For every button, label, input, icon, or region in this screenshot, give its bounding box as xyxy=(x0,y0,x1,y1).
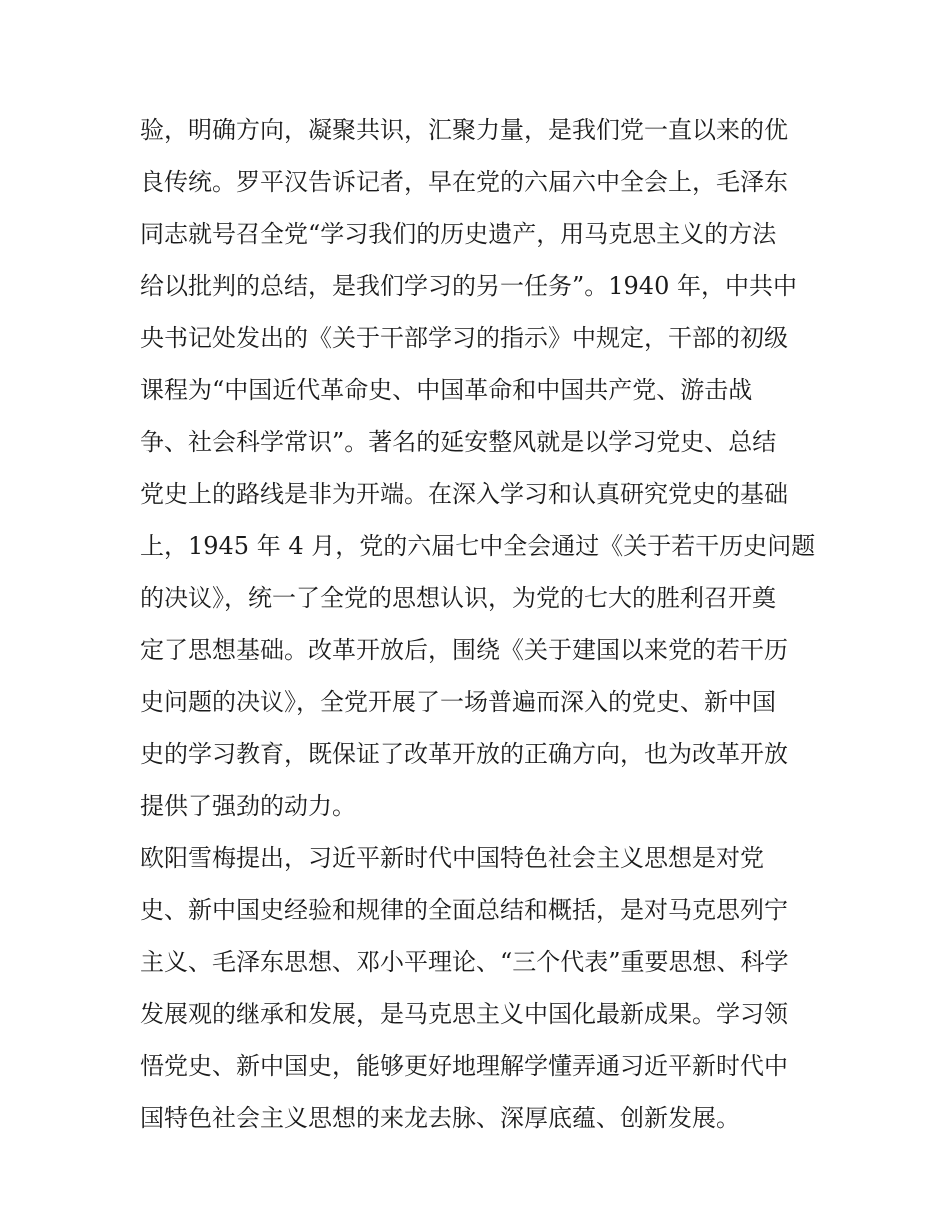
text-line: 提供了强劲的动力。 xyxy=(140,792,356,820)
text-line: 史问题的决议》，全党开展了一场普遍而深入的党史、新中国 xyxy=(140,688,776,716)
paragraph-1 xyxy=(140,104,830,832)
text-line: 发展观的继承和发展，是马克思主义中国化最新成果。学习领 xyxy=(140,1000,788,1028)
text-line: 的决议》，统一了全党的思想认识，为党的七大的胜利召开奠 xyxy=(140,584,776,612)
text-line: 欧阳雪梅提出，习近平新时代中国特色社会主义思想是对党 xyxy=(140,844,764,872)
text-line: 良传统。罗平汉告诉记者，早在党的六届六中全会上，毛泽东 xyxy=(140,168,788,196)
text-line: 课程为“中国近代革命史、中国革命和中国共产党、游击战 xyxy=(140,376,753,404)
body-text xyxy=(140,104,830,1144)
text-line: 争、社会科学常识”。著名的延安整风就是以学习党史、总结 xyxy=(140,428,777,456)
text-line: 史的学习教育，既保证了改革开放的正确方向，也为改革开放 xyxy=(140,740,788,768)
text-line: 党史上的路线是非为开端。在深入学习和认真研究党史的基础 xyxy=(140,480,788,508)
text-line: 验，明确方向，凝聚共识，汇聚力量，是我们党一直以来的优 xyxy=(140,116,788,144)
text-line: 上，1945 年 4 月，党的六届七中全会通过《关于若干历史问题 xyxy=(140,532,816,560)
text-line: 定了思想基础。改革开放后，围绕《关于建国以来党的若干历 xyxy=(140,636,788,664)
text-line: 央书记处发出的《关于干部学习的指示》中规定，干部的初级 xyxy=(140,324,788,352)
text-line: 给以批判的总结，是我们学习的另一任务”。1940 年，中共中 xyxy=(140,272,797,300)
text-line: 国特色社会主义思想的来龙去脉、深厚底蕴、创新发展。 xyxy=(140,1104,740,1132)
text-line: 主义、毛泽东思想、邓小平理论、“三个代表”重要思想、科学 xyxy=(140,948,789,976)
text-line: 史、新中国史经验和规律的全面总结和概括，是对马克思列宁 xyxy=(140,896,788,924)
text-line: 悟党史、新中国史，能够更好地理解学懂弄通习近平新时代中 xyxy=(140,1052,788,1080)
paragraph-2 xyxy=(140,832,830,1144)
text-line: 同志就号召全党“学习我们的历史遗产，用马克思主义的方法 xyxy=(140,220,777,248)
